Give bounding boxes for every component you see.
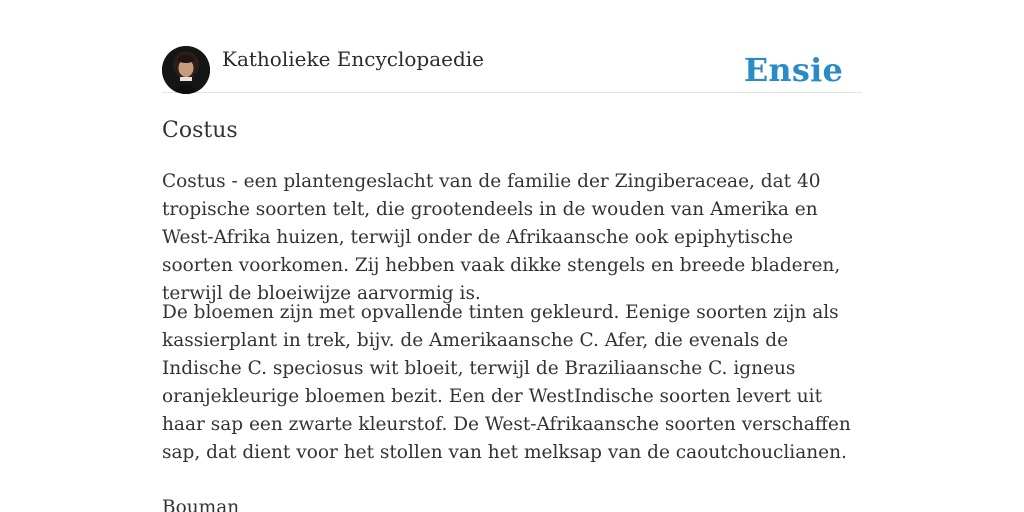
portrait-avatar-icon[interactable] — [162, 46, 210, 94]
article-paragraph: Costus - een plantengeslacht van de familie der Zingiberaceae, dat 40 tropische soorten telt, die grootendeels in de wouden van Amerika en West-Afrika huizen, terwijl onder de Afrikaansche ook epiphytische soorten voorkomen. Zij hebben vaak dikke stengels en breede bladeren, terwijl de bloeiwijze aarvormig is. — [162, 171, 841, 304]
publication-name[interactable]: Katholieke Encyclopaedie — [222, 47, 484, 71]
article-author: Bouman — [162, 497, 240, 512]
header — [162, 44, 862, 93]
brand-logo[interactable]: Ensie — [743, 51, 843, 89]
article-title: Costus — [162, 118, 238, 143]
article-paragraph: De bloemen zijn met opvallende tinten gekleurd. Eenige soorten zijn als kassierplant in trek, bijv. de Amerikaansche C. Afer, die evenals de Indische C. speciosus wit bloeit, terwijl de Braziliaansche C. igneus oranjekleurige bloemen bezit. Een der WestIndische soorten levert uit haar sap een zwarte kleurstof. De West-Afrikaansche soorten verschaffen sap, dat dient voor het stollen van het melksap van de caoutchouclianen. — [162, 302, 851, 463]
